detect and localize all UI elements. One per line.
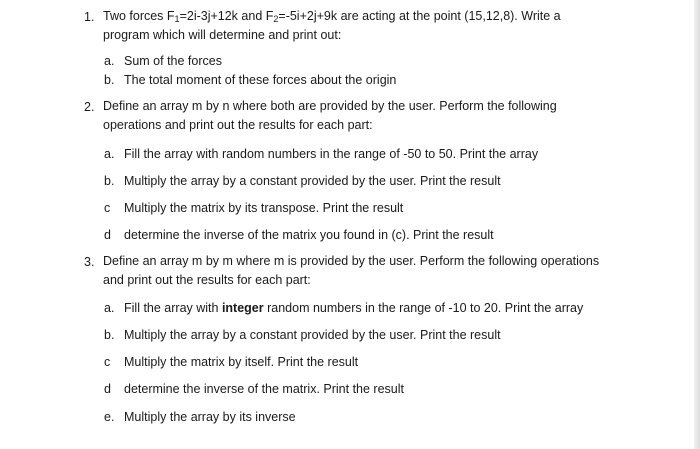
- question-number: 2.: [84, 100, 95, 114]
- question-line: Define an array m by m where m is provided by the user. Perform the following operations: [103, 254, 600, 268]
- subscript: 2: [273, 14, 279, 24]
- list-item: [0, 52, 620, 70]
- bold-text: integer: [221, 301, 264, 315]
- item-label: b.: [104, 73, 115, 87]
- item-label: d: [104, 228, 111, 242]
- list-item: [0, 353, 620, 371]
- question-line: and print out the results for each part:: [103, 273, 311, 287]
- list-item: [0, 380, 620, 398]
- item-label: e.: [104, 410, 115, 424]
- list-item: [0, 145, 620, 163]
- question-line: program which will determine and print out:: [103, 28, 342, 42]
- question-number: 1.: [84, 10, 95, 24]
- list-item: [0, 199, 620, 217]
- item-text: Multiply the array by a constant provided by the user. Print the result: [124, 328, 501, 342]
- item-label: a.: [104, 301, 115, 315]
- text-run: random numbers in the range of -10 to 20. Print the array: [263, 301, 584, 315]
- question-text: [103, 252, 623, 290]
- item-text: Multiply the array by a constant provided by the user. Print the result: [124, 174, 501, 188]
- page-edge-shadow: [694, 0, 700, 449]
- text-run: Two forces F: [103, 9, 175, 23]
- item-text: determine the inverse of the matrix you found in (c). Print the result: [124, 228, 494, 242]
- item-text: determine the inverse of the matrix. Print the result: [124, 382, 404, 396]
- item-text: Multiply the matrix by its transpose. Print the result: [124, 201, 404, 215]
- item-label: b.: [104, 328, 115, 342]
- item-text: The total moment of these forces about the origin: [124, 73, 397, 87]
- text-run: =2i-3j+12k and F: [179, 9, 274, 23]
- question-number: 3.: [84, 255, 95, 269]
- text-run: Fill the array with: [124, 301, 222, 315]
- subscript: 1: [174, 14, 180, 24]
- list-item: [0, 326, 620, 344]
- list-item: [0, 299, 620, 317]
- question-text: [103, 7, 623, 45]
- item-text: Multiply the matrix by itself. Print the result: [124, 355, 359, 369]
- item-text: [124, 299, 583, 317]
- list-item: [0, 408, 620, 426]
- item-label: b.: [104, 174, 115, 188]
- item-text: Multiply the array by its inverse: [124, 410, 296, 424]
- question-line: [103, 7, 623, 26]
- question-line: Define an array m by n where both are provided by the user. Perform the following: [103, 99, 557, 113]
- item-text: Sum of the forces: [124, 54, 222, 68]
- text-run: =-5i+2j+9k are acting at the point (15,12,8). Write a: [278, 9, 561, 23]
- item-label: c: [104, 355, 111, 369]
- question-line: operations and print out the results for each part:: [103, 118, 373, 132]
- item-label: d: [104, 382, 111, 396]
- item-label: c: [104, 201, 111, 215]
- question-text: [103, 97, 623, 135]
- list-item: [0, 71, 620, 89]
- list-item: [0, 226, 620, 244]
- item-label: a.: [104, 54, 115, 68]
- item-label: a.: [104, 147, 115, 161]
- item-text: Fill the array with random numbers in the range of -50 to 50. Print the array: [124, 147, 539, 161]
- list-item: [0, 172, 620, 190]
